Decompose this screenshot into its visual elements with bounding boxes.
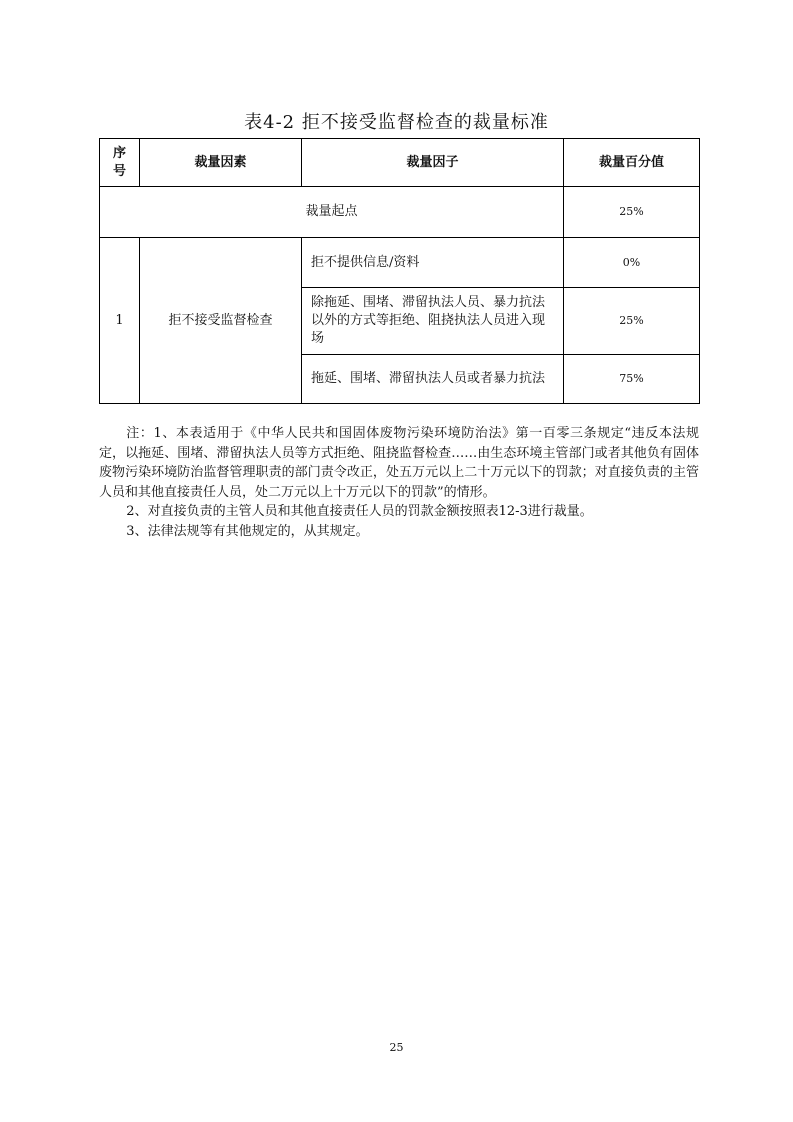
header-element: 裁量因素 — [140, 139, 302, 187]
percent-cell: 75% — [564, 355, 700, 404]
group-seq: 1 — [100, 238, 140, 404]
notes — [99, 424, 699, 541]
start-label: 裁量起点 — [100, 187, 564, 238]
note-1: 注：1、本表适用于《中华人民共和国固体废物污染环境防治法》第一百零三条规定“违反本法规定，以拖延、围堵、滞留执法人员等方式拒绝、阻挠监督检查……由生态环境主管部门或者其他负有固体废物污染环境防治监督管理职责的部门责令改正，处五万元以上二十万元以下的罚款；对直接负责的主管人员和其他直接责任人员，处二万元以上十万元以下的罚款”的情形。 — [99, 426, 699, 500]
table-row — [100, 238, 700, 288]
header-row — [100, 139, 700, 187]
note-3: 3、法律法规等有其他规定的，从其规定。 — [126, 523, 369, 539]
factor-cell: 除拖延、围堵、滞留执法人员、暴力抗法以外的方式等拒绝、阻挠执法人员进入现场 — [302, 288, 564, 355]
header-factor: 裁量因子 — [302, 139, 564, 187]
page-number: 25 — [389, 1041, 404, 1054]
group-element: 拒不接受监督检查 — [140, 238, 302, 404]
table-title: 表4-2 拒不接受监督检查的裁量标准 — [244, 112, 549, 133]
header-seq: 序号 — [100, 139, 140, 187]
percent-cell: 0% — [564, 238, 700, 288]
factor-cell: 拒不提供信息/资料 — [302, 238, 564, 288]
percent-cell: 25% — [564, 288, 700, 355]
start-value: 25% — [564, 187, 700, 238]
note-2: 2、对直接负责的主管人员和其他直接责任人员的罚款金额按照表12-3进行裁量。 — [126, 504, 593, 519]
header-percent: 裁量百分值 — [564, 139, 700, 187]
factor-cell: 拖延、围堵、滞留执法人员或者暴力抗法 — [302, 355, 564, 404]
start-row — [100, 187, 700, 238]
discretion-table — [99, 138, 700, 404]
